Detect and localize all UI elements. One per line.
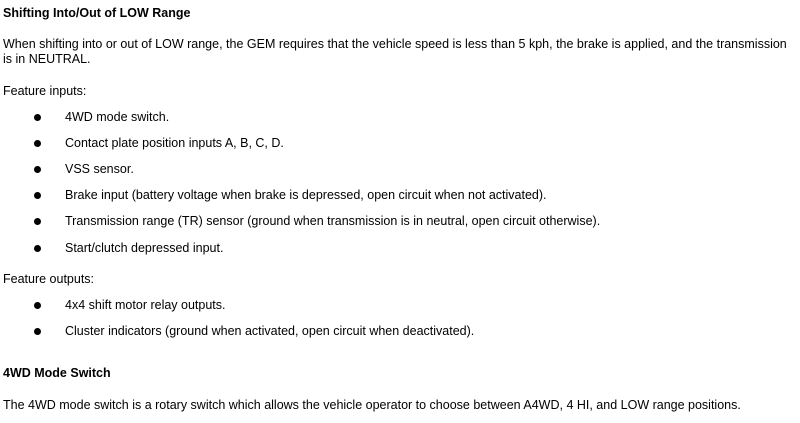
mode-switch-paragraph: The 4WD mode switch is a rotary switch which allows the vehicle operator to choose between A4WD, 4 HI, and LOW range positions. [3, 398, 741, 412]
bullet-icon [34, 245, 41, 252]
feature-inputs-label: Feature inputs: [3, 84, 87, 98]
list-item-text: 4x4 shift motor relay outputs. [65, 298, 226, 312]
bullet-icon [34, 328, 41, 335]
section-heading-low-range: Shifting Into/Out of LOW Range [3, 6, 191, 20]
list-item-text: Start/clutch depressed input. [65, 241, 224, 255]
bullet-icon [34, 166, 41, 173]
list-item-text: Brake input (battery voltage when brake is depressed, open circuit when not activated). [65, 188, 547, 202]
bullet-icon [34, 140, 41, 147]
bullet-icon [34, 218, 41, 225]
feature-outputs-label: Feature outputs: [3, 272, 95, 286]
bullet-icon [34, 302, 41, 309]
bullet-icon [34, 192, 41, 199]
bullet-icon [34, 114, 41, 121]
section-heading-4wd-mode-switch: 4WD Mode Switch [3, 366, 111, 380]
list-item-text: VSS sensor. [65, 162, 134, 176]
list-item-text: Transmission range (TR) sensor (ground when transmission is in neutral, open circuit otherwise). [65, 214, 601, 228]
list-item-text: 4WD mode switch. [65, 110, 170, 124]
low-range-paragraph: When shifting into or out of LOW range, the GEM requires that the vehicle speed is less than 5 kph, the brake is applied, and the transmission is in NEUTRAL. [3, 37, 787, 66]
list-item-text: Contact plate position inputs A, B, C, D. [65, 136, 284, 150]
list-item-text: Cluster indicators (ground when activated, open circuit when deactivated). [65, 324, 475, 338]
